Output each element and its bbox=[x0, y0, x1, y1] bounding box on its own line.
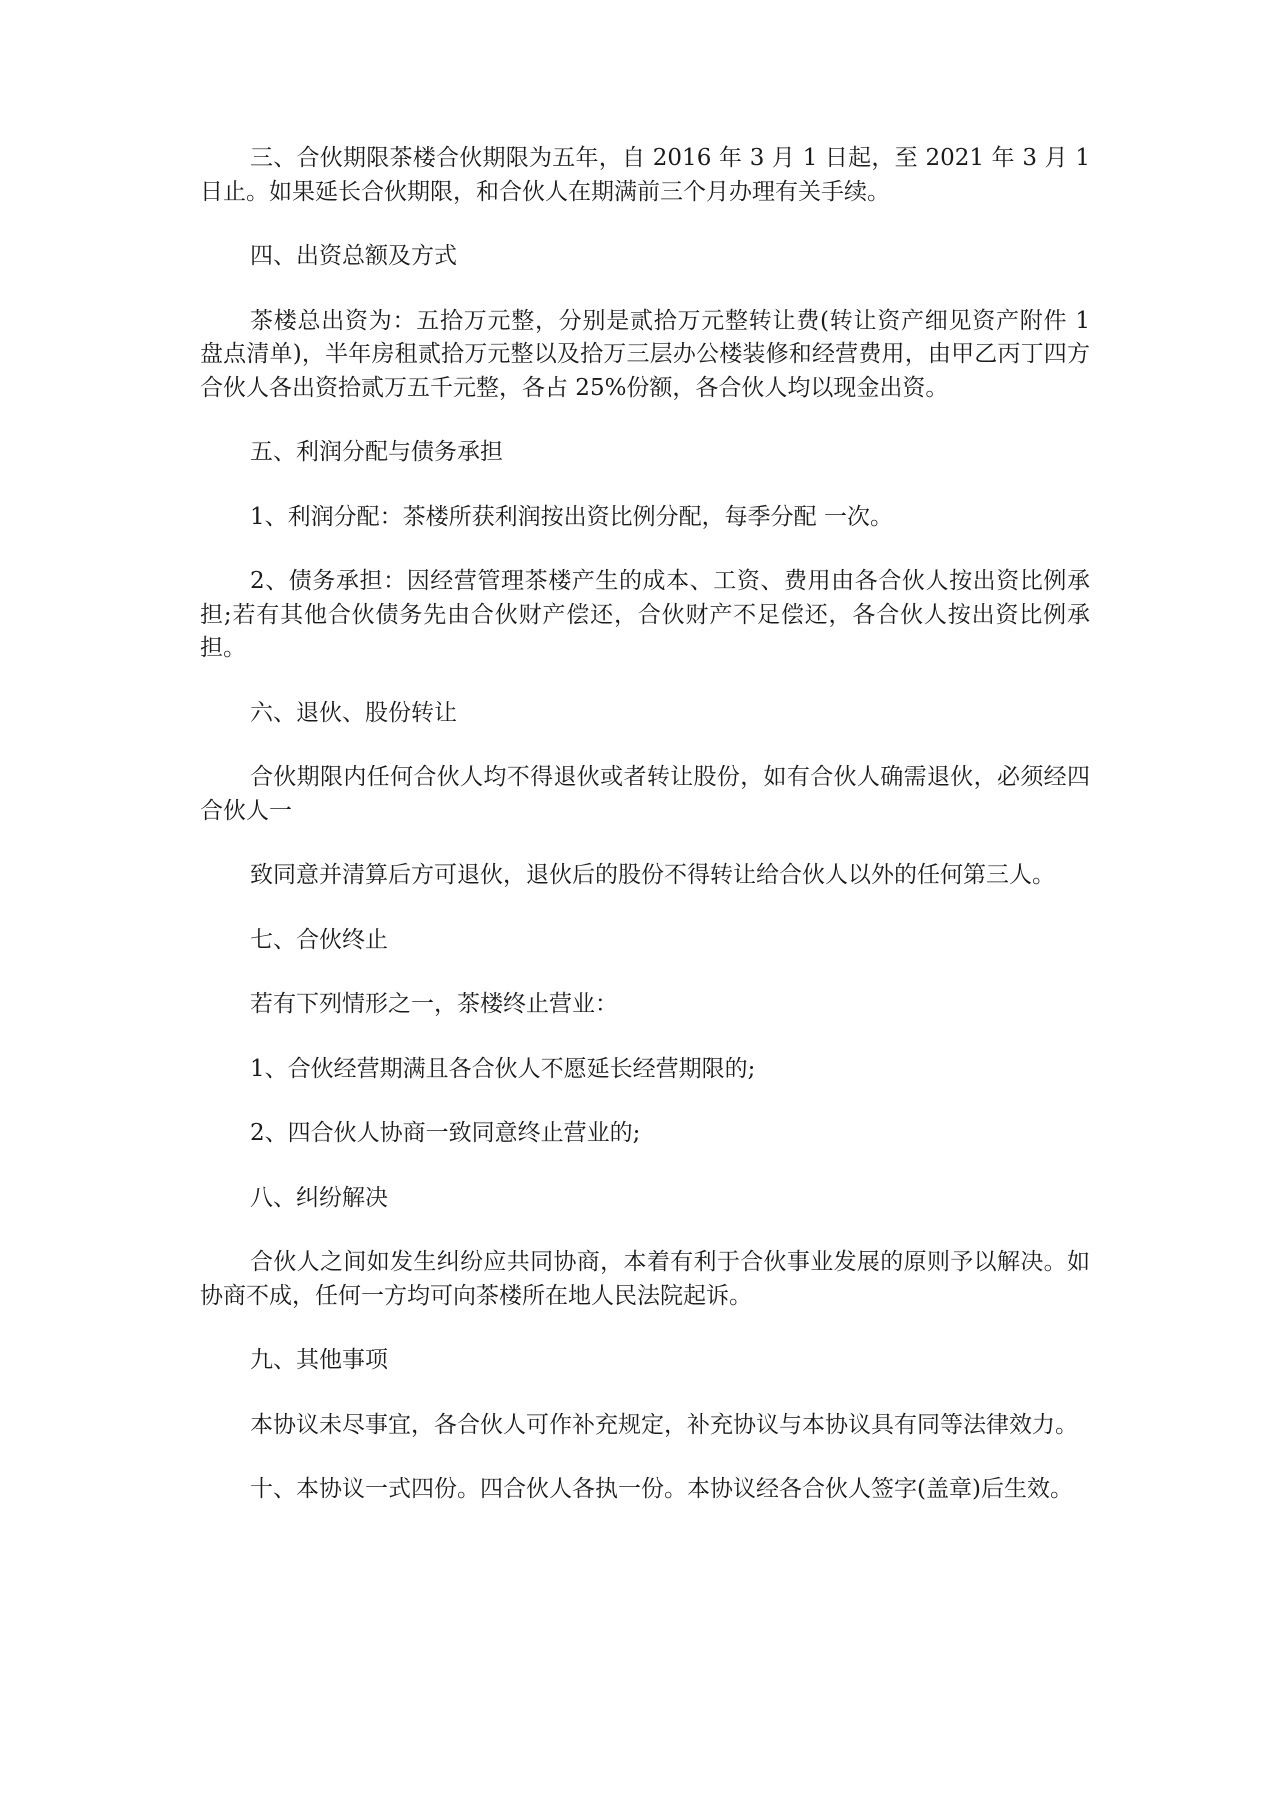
profit-distribution-text: 1、利润分配：茶楼所获利润按出资比例分配，每季分配 一次。 bbox=[250, 503, 893, 530]
other-matters-text: 本协议未尽事宜，各合伙人可作补充规定，补充协议与本协议具有同等法律效力。 bbox=[250, 1411, 1078, 1438]
withdrawal-text-part-2: 致同意并清算后方可退伙，退伙后的股份不得转让给合伙人以外的任何第三人。 bbox=[250, 862, 1055, 888]
heading-six-withdrawal: 六、退伙、股份转让 bbox=[250, 699, 457, 726]
clause-three-partnership-term: 三、合伙期限茶楼合伙期限为五年，自 2016 年 3 月 1 日起，至 2021 年 3 月 1 日止。如果延长合伙期限，和合伙人在期满前三个月办理有关手续。 bbox=[200, 145, 1090, 205]
heading-eight-disputes: 八、纠纷解决 bbox=[250, 1184, 388, 1211]
withdrawal-text-part-1: 合伙期限内任何合伙人均不得退伙或者转让股份，如有合伙人确需退伙，必须经四合伙人一 bbox=[200, 764, 1090, 824]
heading-four-capital: 四、出资总额及方式 bbox=[250, 243, 457, 269]
dispute-resolution-text: 合伙人之间如发生纠纷应共同协商，本着有利于合伙事业发展的原则予以解决。如协商不成，任何一方均可向茶楼所在地人民法院起诉。 bbox=[200, 1249, 1090, 1309]
heading-five-profit-debt: 五、利润分配与债务承担 bbox=[250, 439, 503, 465]
termination-item-2: 2、四合伙人协商一致同意终止营业的; bbox=[250, 1120, 641, 1146]
termination-item-1: 1、合伙经营期满且各合伙人不愿延长经营期限的; bbox=[250, 1055, 756, 1082]
termination-intro: 若有下列情形之一，茶楼终止营业： bbox=[250, 991, 618, 1017]
heading-seven-termination: 七、合伙终止 bbox=[250, 926, 388, 953]
capital-contribution-text: 茶楼总出资为：五拾万元整，分别是贰拾万元整转让费(转让资产细见资产附件 1 盘点清单)，半年房租贰拾万元整以及拾万三层办公楼装修和经营费用，由甲乙丙丁四方合伙人各出资拾贰万五千元整，各占 25%份额，各合伙人均以现金出资。 bbox=[200, 307, 1090, 401]
debt-bearing-text: 2、债务承担：因经营管理茶楼产生的成本、工资、费用由各合伙人按出资比例承担;若有其他合伙债务先由合伙财产偿还，合伙财产不足偿还，各合伙人按出资比例承担。 bbox=[200, 568, 1090, 661]
heading-nine-other: 九、其他事项 bbox=[250, 1347, 388, 1373]
clause-ten-copies: 十、本协议一式四份。四合伙人各执一份。本协议经各合伙人签字(盖章)后生效。 bbox=[250, 1476, 1073, 1502]
document-body bbox=[200, 142, 1090, 1538]
